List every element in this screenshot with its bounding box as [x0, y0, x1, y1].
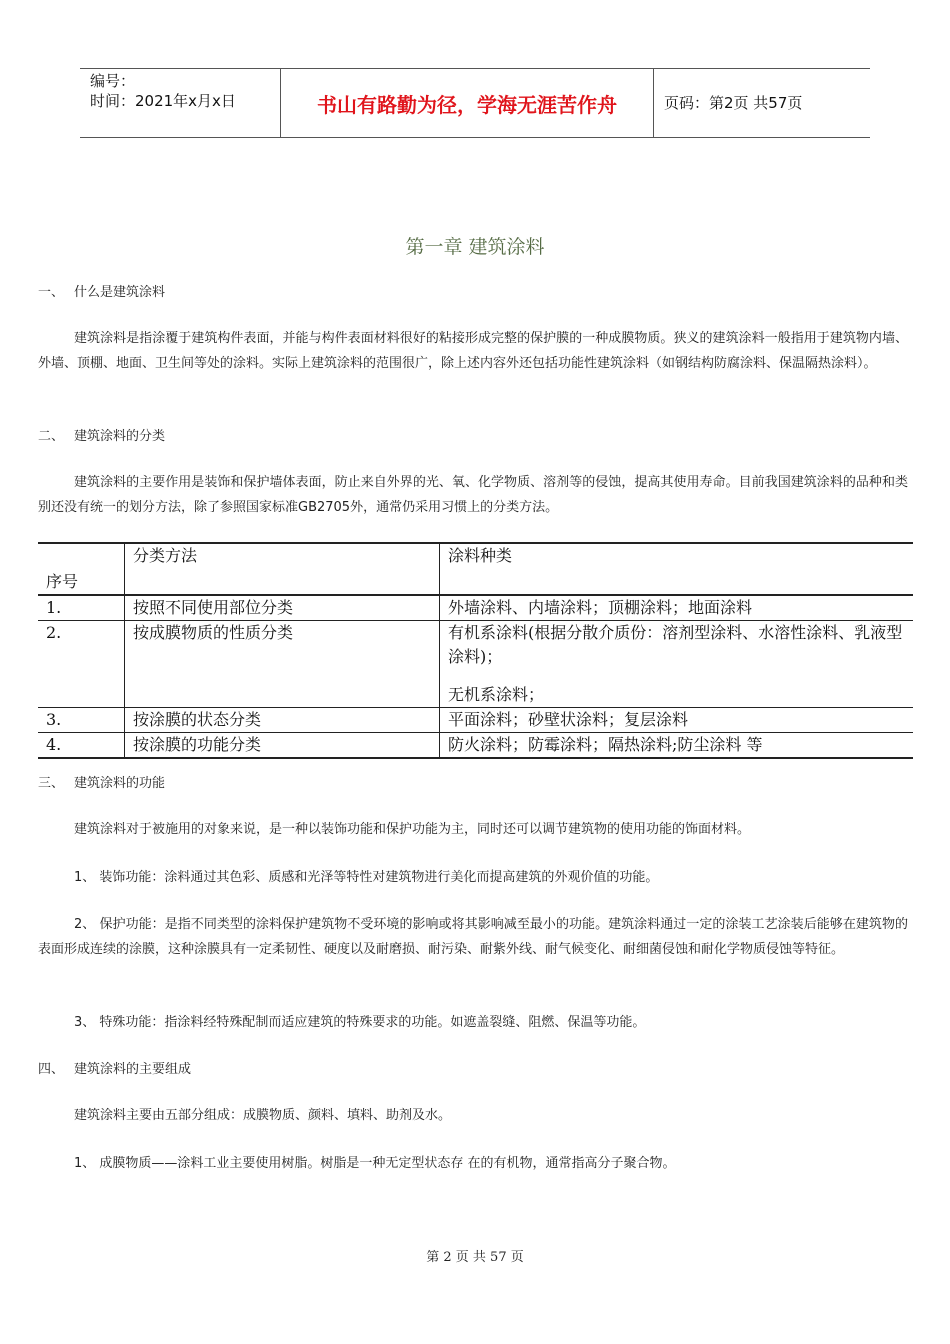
row-seq: 3.: [38, 708, 125, 733]
section-number: 一、: [38, 285, 65, 300]
section-title: 建筑涂料的分类: [74, 429, 166, 444]
section-number: 三、: [38, 776, 65, 791]
row-types: 外墙涂料、内墙涂料；顶棚涂料；地面涂料: [440, 595, 914, 621]
section-1-paragraph: 建筑涂料是指涂覆于建筑构件表面，并能与构件表面材料很好的粘接形成完整的保护膜的一种成膜物质。狭义的建筑涂料一般指用于建筑物内墙、外墙、顶棚、地面、卫生间等处的涂料。实际上建筑涂料的范围很广，除上述内容外还包括功能性建筑涂料（如钢结构防腐涂料、保温隔热涂料）。: [38, 331, 908, 371]
doc-number-label: 编号：: [90, 72, 136, 90]
page-footer: 第 2 页 共 57 页: [426, 1250, 524, 1265]
function-item-3: 3、 特殊功能：指涂料经特殊配制而适应建筑的特殊要求的功能。如遮盖裂缝、阻燃、保温等功能。: [74, 1015, 646, 1030]
row-method: 按成膜物质的性质分类: [125, 621, 440, 708]
row-types: 平面涂料；砂壁状涂料；复层涂料: [440, 708, 914, 733]
row-seq: 2.: [38, 621, 125, 708]
section-2-paragraph: 建筑涂料的主要作用是装饰和保护墙体表面，防止来自外界的光、氧、化学物质、溶剂等的侵蚀，提高其使用寿命。目前我国建筑涂料的品种和类别还没有统一的划分方法，除了参照国家标准GB2705外，通常仍采用习惯上的分类方法。: [38, 475, 908, 515]
row-method: 按涂膜的状态分类: [125, 708, 440, 733]
row-method: 按照不同使用部位分类: [125, 595, 440, 621]
function-item-1: 1、 装饰功能：涂料通过其色彩、质感和光泽等特性对建筑物进行美化而提高建筑的外观价值的功能。: [74, 870, 659, 885]
classification-table: [38, 542, 913, 759]
table-row: [38, 733, 913, 759]
section-title: 什么是建筑涂料: [74, 285, 166, 300]
header-method: 分类方法: [125, 543, 440, 595]
composition-item-1: 1、 成膜物质——涂料工业主要使用树脂。树脂是一种无定型状态存 在的有机物，通常指高分子聚合物。: [74, 1156, 676, 1171]
header-page-label: 页码：第2页 共57页: [664, 94, 803, 112]
date-label: 时间：2021年x月x日: [90, 92, 236, 110]
header-info-cell: [80, 69, 280, 137]
table-header-row: [38, 543, 913, 595]
section-title: 建筑涂料的功能: [74, 776, 166, 791]
section-heading-2: [38, 428, 165, 446]
section-number: 四、: [38, 1062, 65, 1077]
row-types: [440, 621, 914, 708]
page-header: [80, 68, 870, 138]
section-heading-4: [38, 1061, 191, 1079]
row-types: 防火涂料；防霉涂料；隔热涂料;防尘涂料 等: [440, 733, 914, 759]
header-seq: 序号: [38, 543, 125, 595]
section-heading-1: [38, 284, 165, 302]
chapter-title: 第一章 建筑涂料: [405, 236, 545, 258]
header-motto: 书山有路勤为径，学海无涯苦作舟: [280, 69, 654, 137]
section-4-intro: 建筑涂料主要由五部分组成：成膜物质、颜料、填料、助剂及水。: [74, 1108, 452, 1123]
table-row: [38, 708, 913, 733]
section-heading-3: [38, 775, 165, 793]
table-row: [38, 621, 913, 708]
row-seq: 1.: [38, 595, 125, 621]
function-item-2: 2、 保护功能：是指不同类型的涂料保护建筑物不受环境的影响或将其影响减至最小的功能。建筑涂料通过一定的涂装工艺涂装后能够在建筑物的表面形成连续的涂膜，这种涂膜具有一定柔韧性、硬度以及耐磨损、耐污染、耐紫外线、耐气候变化、耐细菌侵蚀和耐化学物质侵蚀等特征。: [38, 917, 908, 957]
header-types: 涂料种类: [440, 543, 914, 595]
row-types-inorganic: 无机系涂料；: [448, 685, 545, 704]
section-number: 二、: [38, 429, 65, 444]
table-row: [38, 595, 913, 621]
row-types-organic: 有机系涂料(根据分散介质份：溶剂型涂料、水溶性涂料、乳液型涂料)；: [448, 623, 903, 666]
row-method: 按涂膜的功能分类: [125, 733, 440, 759]
row-seq: 4.: [38, 733, 125, 759]
section-3-intro: 建筑涂料对于被施用的对象来说，是一种以装饰功能和保护功能为主，同时还可以调节建筑物的使用功能的饰面材料。: [74, 822, 751, 837]
section-title: 建筑涂料的主要组成: [74, 1062, 192, 1077]
